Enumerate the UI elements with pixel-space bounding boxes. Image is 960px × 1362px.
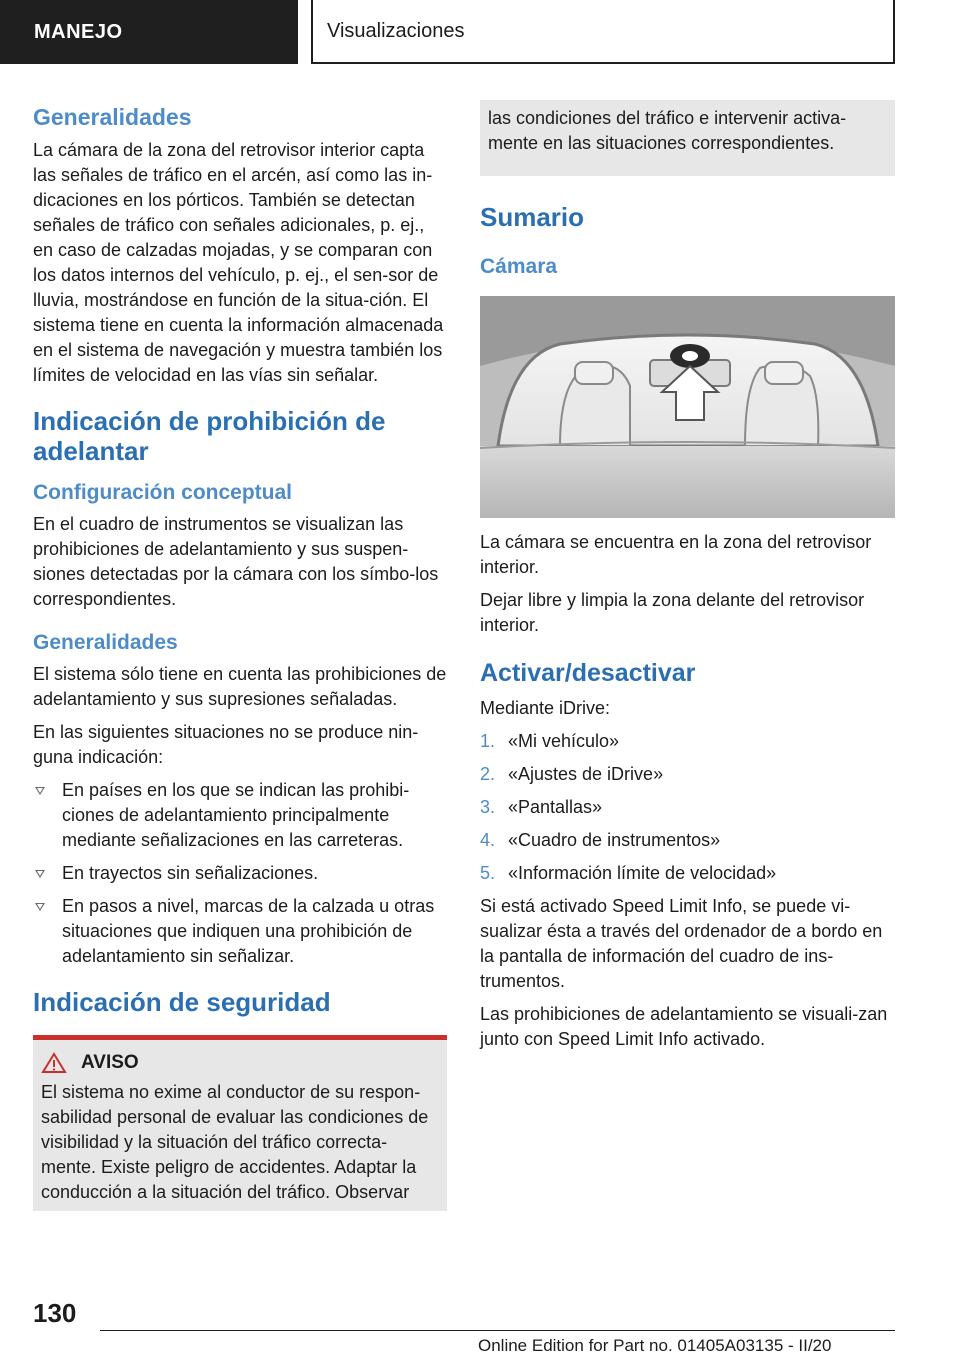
activar-p2: Las prohibiciones de adelantamiento se visuali-zan junto con Speed Limit Info activado. xyxy=(480,1004,888,1049)
heading-activar: Activar/desactivar xyxy=(480,659,696,687)
heading-generalidades-2: Generalidades xyxy=(33,631,178,654)
activar-p1: Si está activado Speed Limit Info, se puede vi-sualizar ésta a través del ordenador de a bordo en la pantalla de información del cuadro de ins-trumentos. xyxy=(480,896,883,991)
activar-intro: Mediante iDrive: xyxy=(480,698,611,718)
config-text: En el cuadro de instrumentos se visualizan las prohibiciones de adelantamiento y sus suspen-siones detectadas por la cámara con los símbo-los correspondientes. xyxy=(33,514,439,609)
warning-text: El sistema no exime al conductor de su respon-sabilidad personal de evaluar las condiciones de visibilidad y la situación del tráfico correcta-mente. Existe peligro de accidentes. Adaptar la conducción a la situación del tráfico. Observar xyxy=(41,1082,429,1202)
list-item: 2. «Ajustes de iDrive» xyxy=(480,764,664,784)
chapter-label: Visualizaciones xyxy=(327,19,465,42)
list-item: En trayectos sin señalizaciones. xyxy=(33,861,447,886)
list-item: En países en los que se indican las prohibi-ciones de adelantamiento principalmente mediante señalizaciones en las carreteras. xyxy=(33,778,447,853)
right-column xyxy=(480,100,895,1052)
heading-sumario: Sumario xyxy=(480,202,585,232)
camara-p2: Dejar libre y limpia la zona delante del retrovisor interior. xyxy=(480,590,865,635)
heading-seguridad: Indicación de seguridad xyxy=(33,987,331,1017)
warning-title: AVISO xyxy=(81,1052,139,1073)
generalidades2-p1: El sistema sólo tiene en cuenta las prohibiciones de adelantamiento y sus supresiones señaladas. xyxy=(33,664,447,709)
camara-p1: La cámara se encuentra en la zona del retrovisor interior. xyxy=(480,532,872,577)
page-number: 130 xyxy=(33,1298,77,1328)
list-item: 5. «Información límite de velocidad» xyxy=(480,863,777,883)
triangle-bullet-icon xyxy=(35,787,45,795)
camera-location-image xyxy=(480,296,895,518)
section-tab xyxy=(0,0,298,64)
warning-continuation-box xyxy=(480,100,895,176)
warning-box xyxy=(33,1035,447,1211)
list-item: En pasos a nivel, marcas de la calzada u otras situaciones que indiquen una prohibición de adelantamiento sin señalizar. xyxy=(33,894,447,969)
warning-triangle-icon xyxy=(41,1052,67,1074)
heading-generalidades: Generalidades xyxy=(33,104,192,130)
left-column xyxy=(33,96,447,1211)
warning-header xyxy=(41,1052,439,1074)
chapter-tab xyxy=(311,0,895,64)
footer-divider xyxy=(100,1330,895,1331)
heading-config: Configuración conceptual xyxy=(33,481,293,504)
generalidades2-p2: En las siguientes situaciones no se produce nin-guna indicación: xyxy=(33,722,419,767)
footer-edition: Online Edition for Part no. 01405A03135 - II/20 xyxy=(478,1336,832,1355)
steps-list xyxy=(480,729,895,886)
section-label: MANEJO xyxy=(34,20,123,43)
generalidades-text: La cámara de la zona del retrovisor interior capta las señales de tráfico en el arcén, así como las in-dicaciones en los pórticos. También se detectan señales de tráfico con señales adicionales, p. ej., en caso de calzadas mojadas, y se comparan con los datos internos del vehículo, p. ej., el sen-sor de lluvia, mostrándose en función de la situa-ción. El sistema tiene en cuenta la información almacenada en el sistema de navegación y muestra también los límites de velocidad en las vías sin señalar. xyxy=(33,140,444,385)
list-item: 1. «Mi vehículo» xyxy=(480,731,620,751)
triangle-bullet-icon xyxy=(35,870,45,878)
list-item: 3. «Pantallas» xyxy=(480,797,603,817)
heading-prohibicion: Indicación de prohibición de adelantar xyxy=(33,406,386,466)
heading-camara: Cámara xyxy=(480,255,558,278)
bullet-list xyxy=(33,778,447,969)
triangle-bullet-icon xyxy=(35,903,45,911)
warning-continuation-text: las condiciones del tráfico e intervenir activa-mente en las situaciones correspondientes. xyxy=(488,108,847,153)
list-item: 4. «Cuadro de instrumentos» xyxy=(480,830,721,850)
